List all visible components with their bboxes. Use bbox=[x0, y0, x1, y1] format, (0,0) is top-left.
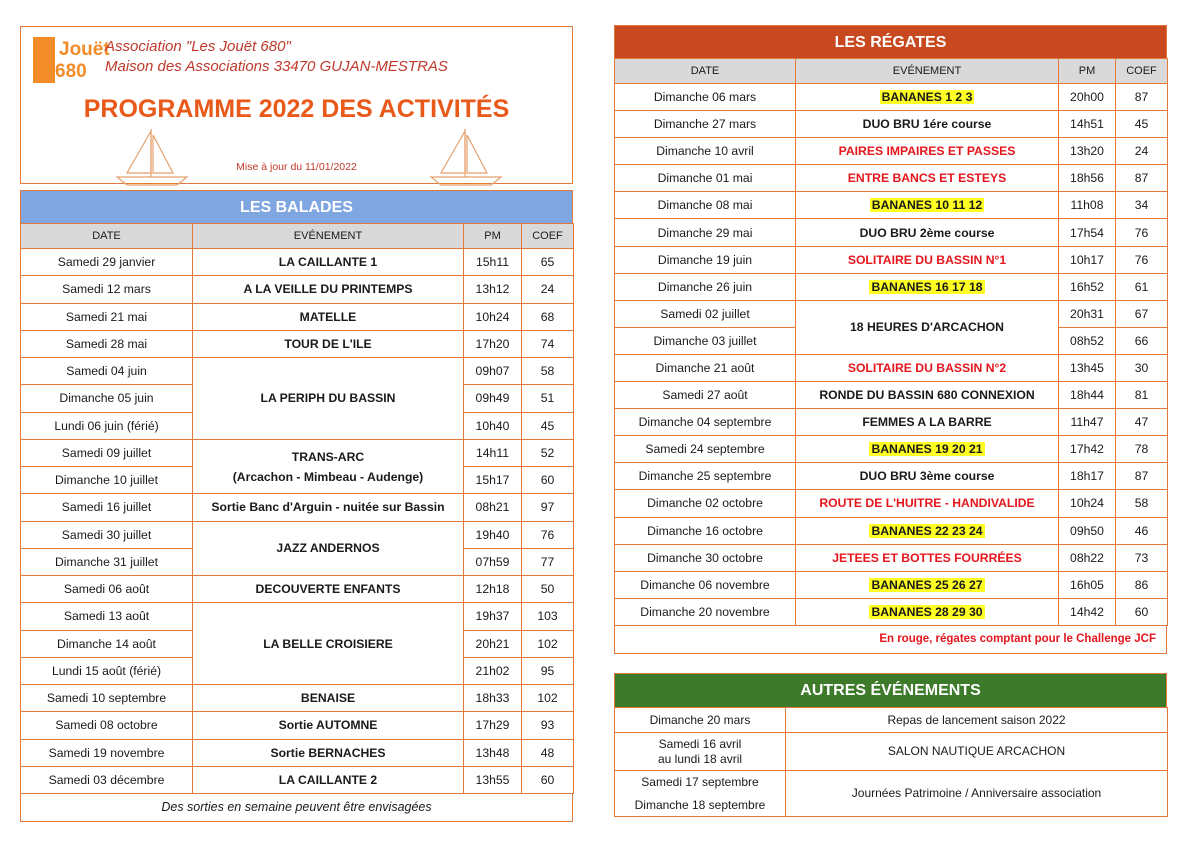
row-pm: 12h18 bbox=[464, 576, 522, 603]
row-event bbox=[193, 358, 464, 440]
autres-table bbox=[614, 707, 1168, 817]
row-pm: 20h21 bbox=[464, 630, 522, 657]
row-coef: 87 bbox=[1116, 84, 1168, 111]
col-coef: COEF bbox=[1116, 59, 1168, 84]
event-name: FEMMES A LA BARRE bbox=[862, 415, 992, 430]
row-coef: 66 bbox=[1116, 327, 1168, 354]
row-coef: 102 bbox=[522, 630, 574, 657]
event-name: MATELLE bbox=[299, 309, 357, 324]
event-name: JETEES ET BOTTES FOURRÉES bbox=[832, 550, 1022, 565]
event-name: ROUTE DE L'HUITRE - HANDIVALIDE bbox=[819, 496, 1035, 511]
row-pm: 09h07 bbox=[464, 358, 522, 385]
row-event bbox=[796, 409, 1059, 436]
table-row bbox=[21, 739, 574, 766]
row-coef: 61 bbox=[1116, 273, 1168, 300]
row-date: Dimanche 06 novembre bbox=[615, 571, 796, 598]
row-pm: 07h59 bbox=[464, 548, 522, 575]
row-date: Dimanche 16 octobre bbox=[615, 517, 796, 544]
row-pm: 14h51 bbox=[1059, 111, 1116, 138]
row-event bbox=[193, 330, 464, 357]
row-pm: 11h47 bbox=[1059, 409, 1116, 436]
row-coef: 51 bbox=[522, 385, 574, 412]
table-row bbox=[615, 84, 1168, 111]
event-name: BANANES 28 29 30 bbox=[871, 604, 983, 619]
row-coef: 24 bbox=[1116, 138, 1168, 165]
table-row bbox=[615, 409, 1168, 436]
row-coef: 76 bbox=[1116, 246, 1168, 273]
table-row bbox=[615, 165, 1168, 192]
row-pm: 17h42 bbox=[1059, 436, 1116, 463]
row-coef: 65 bbox=[522, 249, 574, 276]
col-coef: COEF bbox=[522, 224, 574, 249]
association-address: Maison des Associations 33470 GUJAN-MESTRAS bbox=[105, 58, 448, 75]
row-coef: 24 bbox=[522, 276, 574, 303]
row-coef: 50 bbox=[522, 576, 574, 603]
event-name: BANANES 1 2 3 bbox=[881, 90, 973, 105]
table-row bbox=[21, 521, 574, 548]
table-row bbox=[21, 685, 574, 712]
row-coef: 48 bbox=[522, 739, 574, 766]
table-row bbox=[615, 598, 1168, 625]
row-date: Dimanche 06 mars bbox=[615, 84, 796, 111]
row-date: Dimanche 05 juin bbox=[21, 385, 193, 412]
event-name: BENAISE bbox=[300, 691, 356, 706]
row-coef: 93 bbox=[522, 712, 574, 739]
row-pm: 15h17 bbox=[464, 467, 522, 494]
row-pm: 09h49 bbox=[464, 385, 522, 412]
balades-title: LES BALADES bbox=[20, 190, 573, 223]
row-date: Samedi 29 janvier bbox=[21, 249, 193, 276]
row-pm: 10h24 bbox=[1059, 490, 1116, 517]
association-info bbox=[105, 37, 448, 77]
table-row bbox=[615, 273, 1168, 300]
row-pm: 20h31 bbox=[1059, 300, 1116, 327]
row-date: Samedi 28 mai bbox=[21, 330, 193, 357]
row-coef: 68 bbox=[522, 303, 574, 330]
row-pm: 18h33 bbox=[464, 685, 522, 712]
row-event bbox=[796, 138, 1059, 165]
row-event bbox=[796, 300, 1059, 354]
sailboat-right-icon bbox=[423, 127, 509, 189]
table-row bbox=[21, 249, 574, 276]
col-date: DATE bbox=[21, 224, 193, 249]
row-coef: 78 bbox=[1116, 436, 1168, 463]
row-pm: 08h52 bbox=[1059, 327, 1116, 354]
event-name: DUO BRU 1ére course bbox=[862, 117, 992, 132]
table-row bbox=[615, 436, 1168, 463]
date-line: Samedi 17 septembre bbox=[641, 774, 759, 789]
col-event: EVÉNEMENT bbox=[193, 224, 464, 249]
row-date: Dimanche 31 juillet bbox=[21, 548, 193, 575]
logo-line2: 680 bbox=[55, 61, 87, 82]
row-pm: 08h22 bbox=[1059, 544, 1116, 571]
regates-title: LES RÉGATES bbox=[614, 25, 1167, 58]
table-row bbox=[615, 192, 1168, 219]
row-date: Samedi 08 octobre bbox=[21, 712, 193, 739]
event-name: ENTRE BANCS ET ESTEYS bbox=[847, 171, 1007, 186]
row-coef: 60 bbox=[1116, 598, 1168, 625]
row-event bbox=[193, 739, 464, 766]
logo bbox=[33, 37, 115, 83]
event-name: Sortie BERNACHES bbox=[270, 745, 386, 760]
row-pm: 18h44 bbox=[1059, 382, 1116, 409]
row-date: Samedi 03 décembre bbox=[21, 766, 193, 793]
row-date: Samedi 06 août bbox=[21, 576, 193, 603]
table-row bbox=[615, 517, 1168, 544]
row-event bbox=[796, 382, 1059, 409]
row-coef: 103 bbox=[522, 603, 574, 630]
table-row bbox=[615, 219, 1168, 246]
row-date: Dimanche 19 juin bbox=[615, 246, 796, 273]
row-pm: 17h20 bbox=[464, 330, 522, 357]
row-event bbox=[796, 246, 1059, 273]
row-date: Lundi 06 juin (férié) bbox=[21, 412, 193, 439]
row-date: Samedi 13 août bbox=[21, 603, 193, 630]
table-row bbox=[615, 138, 1168, 165]
row-event bbox=[193, 712, 464, 739]
event-name: DECOUVERTE ENFANTS bbox=[255, 582, 401, 597]
row-date: Dimanche 20 novembre bbox=[615, 598, 796, 625]
table-row bbox=[615, 544, 1168, 571]
row-event bbox=[796, 571, 1059, 598]
header-box bbox=[20, 26, 573, 184]
event-name: A LA VEILLE DU PRINTEMPS bbox=[243, 282, 413, 297]
balades-note: Des sorties en semaine peuvent être envisagées bbox=[20, 794, 573, 822]
row-event bbox=[193, 276, 464, 303]
row-date: Dimanche 01 mai bbox=[615, 165, 796, 192]
row-coef: 77 bbox=[522, 548, 574, 575]
row-coef: 81 bbox=[1116, 382, 1168, 409]
row-date: Dimanche 27 mars bbox=[615, 111, 796, 138]
row-pm: 13h12 bbox=[464, 276, 522, 303]
row-coef: 74 bbox=[522, 330, 574, 357]
row-date: Samedi 10 septembre bbox=[21, 685, 193, 712]
row-coef: 87 bbox=[1116, 165, 1168, 192]
row-pm: 13h20 bbox=[1059, 138, 1116, 165]
update-date: Mise à jour du 11/01/2022 bbox=[236, 161, 357, 173]
event-name: Sortie Banc d'Arguin - nuitée sur Bassin bbox=[211, 500, 445, 515]
row-date: Dimanche 29 mai bbox=[615, 219, 796, 246]
row-date bbox=[615, 771, 786, 817]
row-event bbox=[796, 165, 1059, 192]
regates-note: En rouge, régates comptant pour le Challenge JCF bbox=[614, 626, 1167, 654]
row-pm: 17h29 bbox=[464, 712, 522, 739]
row-event bbox=[796, 354, 1059, 381]
row-date: Samedi 30 juillet bbox=[21, 521, 193, 548]
date-line: au lundi 18 avril bbox=[657, 751, 743, 766]
row-date bbox=[615, 733, 786, 771]
row-date: Dimanche 26 juin bbox=[615, 273, 796, 300]
row-event bbox=[796, 544, 1059, 571]
row-date: Lundi 15 août (férié) bbox=[21, 657, 193, 684]
row-pm: 19h37 bbox=[464, 603, 522, 630]
table-row bbox=[21, 303, 574, 330]
row-coef: 58 bbox=[1116, 490, 1168, 517]
row-coef: 60 bbox=[522, 766, 574, 793]
row-date: Dimanche 02 octobre bbox=[615, 490, 796, 517]
row-event bbox=[796, 219, 1059, 246]
row-pm: 13h48 bbox=[464, 739, 522, 766]
regates-header-row bbox=[615, 59, 1168, 84]
row-event: Repas de lancement saison 2022 bbox=[786, 708, 1168, 733]
row-pm: 14h11 bbox=[464, 439, 522, 466]
row-event bbox=[796, 463, 1059, 490]
row-coef: 47 bbox=[1116, 409, 1168, 436]
row-pm: 18h56 bbox=[1059, 165, 1116, 192]
col-event: EVÉNEMENT bbox=[796, 59, 1059, 84]
row-event: Journées Patrimoine / Anniversaire association bbox=[786, 771, 1168, 817]
balades-table bbox=[20, 223, 574, 794]
association-name: Association "Les Jouët 680" bbox=[105, 38, 291, 55]
row-event bbox=[193, 603, 464, 685]
row-event bbox=[796, 192, 1059, 219]
row-pm: 21h02 bbox=[464, 657, 522, 684]
row-event bbox=[193, 685, 464, 712]
row-coef: 67 bbox=[1116, 300, 1168, 327]
sailboat-left-icon bbox=[109, 127, 195, 189]
row-date bbox=[615, 708, 786, 733]
row-event bbox=[193, 303, 464, 330]
row-event bbox=[193, 766, 464, 793]
row-pm: 13h55 bbox=[464, 766, 522, 793]
row-date: Dimanche 10 avril bbox=[615, 138, 796, 165]
date-line: Samedi 16 avril bbox=[658, 736, 742, 751]
event-name: LA PERIPH DU BASSIN bbox=[260, 391, 396, 406]
col-pm: PM bbox=[1059, 59, 1116, 84]
row-date: Samedi 02 juillet bbox=[615, 300, 796, 327]
row-coef: 87 bbox=[1116, 463, 1168, 490]
row-date: Samedi 27 août bbox=[615, 382, 796, 409]
table-row bbox=[615, 463, 1168, 490]
row-pm: 14h42 bbox=[1059, 598, 1116, 625]
row-coef: 52 bbox=[522, 439, 574, 466]
row-pm: 17h54 bbox=[1059, 219, 1116, 246]
event-name: BANANES 16 17 18 bbox=[871, 279, 983, 294]
row-date: Samedi 19 novembre bbox=[21, 739, 193, 766]
row-event bbox=[796, 111, 1059, 138]
row-coef: 95 bbox=[522, 657, 574, 684]
row-event bbox=[193, 494, 464, 521]
row-coef: 58 bbox=[522, 358, 574, 385]
row-coef: 102 bbox=[522, 685, 574, 712]
event-name: SOLITAIRE DU BASSIN N°2 bbox=[847, 360, 1007, 375]
row-date: Samedi 24 septembre bbox=[615, 436, 796, 463]
row-date: Dimanche 03 juillet bbox=[615, 327, 796, 354]
table-row bbox=[21, 494, 574, 521]
row-date: Samedi 04 juin bbox=[21, 358, 193, 385]
col-pm: PM bbox=[464, 224, 522, 249]
regates-section bbox=[614, 25, 1167, 654]
row-pm: 08h21 bbox=[464, 494, 522, 521]
page-title: PROGRAMME 2022 DES ACTIVITÉS bbox=[83, 95, 510, 123]
row-pm: 18h17 bbox=[1059, 463, 1116, 490]
row-event: SALON NAUTIQUE ARCACHON bbox=[786, 733, 1168, 771]
row-pm: 15h11 bbox=[464, 249, 522, 276]
row-coef: 30 bbox=[1116, 354, 1168, 381]
row-pm: 20h00 bbox=[1059, 84, 1116, 111]
table-row bbox=[615, 490, 1168, 517]
row-event bbox=[796, 273, 1059, 300]
row-coef: 34 bbox=[1116, 192, 1168, 219]
row-coef: 73 bbox=[1116, 544, 1168, 571]
row-coef: 97 bbox=[522, 494, 574, 521]
row-coef: 45 bbox=[1116, 111, 1168, 138]
row-event bbox=[193, 576, 464, 603]
table-row bbox=[615, 733, 1168, 771]
col-date: DATE bbox=[615, 59, 796, 84]
table-row bbox=[21, 603, 574, 630]
row-date: Dimanche 30 octobre bbox=[615, 544, 796, 571]
event-name: TRANS-ARC bbox=[291, 449, 365, 464]
row-event bbox=[193, 439, 464, 494]
row-date: Samedi 21 mai bbox=[21, 303, 193, 330]
event-name: BANANES 25 26 27 bbox=[871, 577, 983, 592]
table-row bbox=[615, 354, 1168, 381]
balades-section bbox=[20, 190, 573, 822]
row-pm: 13h45 bbox=[1059, 354, 1116, 381]
event-name: TOUR DE L'ILE bbox=[284, 336, 372, 351]
table-row bbox=[21, 576, 574, 603]
event-name: LA CAILLANTE 2 bbox=[278, 772, 378, 787]
row-event bbox=[193, 521, 464, 576]
row-coef: 46 bbox=[1116, 517, 1168, 544]
event-name: JAZZ ANDERNOS bbox=[276, 541, 380, 556]
row-date: Samedi 12 mars bbox=[21, 276, 193, 303]
row-event bbox=[796, 517, 1059, 544]
event-name: RONDE DU BASSIN 680 CONNEXION bbox=[819, 388, 1035, 403]
row-date: Dimanche 25 septembre bbox=[615, 463, 796, 490]
event-name: LA CAILLANTE 1 bbox=[278, 255, 378, 270]
row-pm: 10h17 bbox=[1059, 246, 1116, 273]
table-row bbox=[615, 382, 1168, 409]
row-pm: 16h05 bbox=[1059, 571, 1116, 598]
row-date: Samedi 16 juillet bbox=[21, 494, 193, 521]
row-date: Samedi 09 juillet bbox=[21, 439, 193, 466]
logo-line1: Jouët bbox=[59, 39, 110, 60]
row-date: Dimanche 21 août bbox=[615, 354, 796, 381]
event-name: BANANES 10 11 12 bbox=[871, 198, 983, 213]
row-pm: 11h08 bbox=[1059, 192, 1116, 219]
event-name: BANANES 22 23 24 bbox=[871, 523, 983, 538]
table-row bbox=[21, 358, 574, 385]
table-row bbox=[21, 330, 574, 357]
row-event bbox=[796, 490, 1059, 517]
row-event bbox=[796, 436, 1059, 463]
row-coef: 76 bbox=[1116, 219, 1168, 246]
row-coef: 45 bbox=[522, 412, 574, 439]
table-row bbox=[21, 766, 574, 793]
row-date: Dimanche 10 juillet bbox=[21, 467, 193, 494]
row-date: Dimanche 04 septembre bbox=[615, 409, 796, 436]
event-name: 18 HEURES D'ARCACHON bbox=[850, 320, 1004, 335]
table-row bbox=[615, 571, 1168, 598]
row-coef: 86 bbox=[1116, 571, 1168, 598]
event-name: PAIRES IMPAIRES ET PASSES bbox=[838, 144, 1016, 159]
date-line: Dimanche 18 septembre bbox=[634, 797, 766, 812]
table-row bbox=[21, 712, 574, 739]
row-pm: 09h50 bbox=[1059, 517, 1116, 544]
logo-square bbox=[33, 37, 55, 83]
table-row bbox=[615, 708, 1168, 733]
autres-title: AUTRES ÉVÉNEMENTS bbox=[614, 673, 1167, 707]
balades-header-row bbox=[21, 224, 574, 249]
row-pm: 10h24 bbox=[464, 303, 522, 330]
row-pm: 16h52 bbox=[1059, 273, 1116, 300]
event-name: BANANES 19 20 21 bbox=[871, 442, 983, 457]
row-pm: 10h40 bbox=[464, 412, 522, 439]
regates-table bbox=[614, 58, 1168, 626]
date-line: Dimanche 20 mars bbox=[649, 712, 751, 727]
row-coef: 76 bbox=[522, 521, 574, 548]
table-row bbox=[21, 439, 574, 466]
row-event bbox=[796, 598, 1059, 625]
row-event bbox=[796, 84, 1059, 111]
table-row bbox=[615, 111, 1168, 138]
table-row bbox=[615, 771, 1168, 817]
event-name: Sortie AUTOMNE bbox=[278, 718, 378, 733]
row-date: Dimanche 08 mai bbox=[615, 192, 796, 219]
event-name: DUO BRU 2ème course bbox=[859, 225, 995, 240]
row-event bbox=[193, 249, 464, 276]
row-coef: 60 bbox=[522, 467, 574, 494]
table-row bbox=[615, 246, 1168, 273]
event-name: SOLITAIRE DU BASSIN N°1 bbox=[847, 252, 1007, 267]
row-pm: 19h40 bbox=[464, 521, 522, 548]
event-detail: (Arcachon - Mimbeau - Audenge) bbox=[232, 469, 424, 484]
event-name: DUO BRU 3ème course bbox=[859, 469, 995, 484]
autres-section bbox=[614, 673, 1167, 817]
table-row bbox=[615, 300, 1168, 327]
table-row bbox=[21, 276, 574, 303]
row-date: Dimanche 14 août bbox=[21, 630, 193, 657]
event-name: LA BELLE CROISIERE bbox=[263, 636, 393, 651]
